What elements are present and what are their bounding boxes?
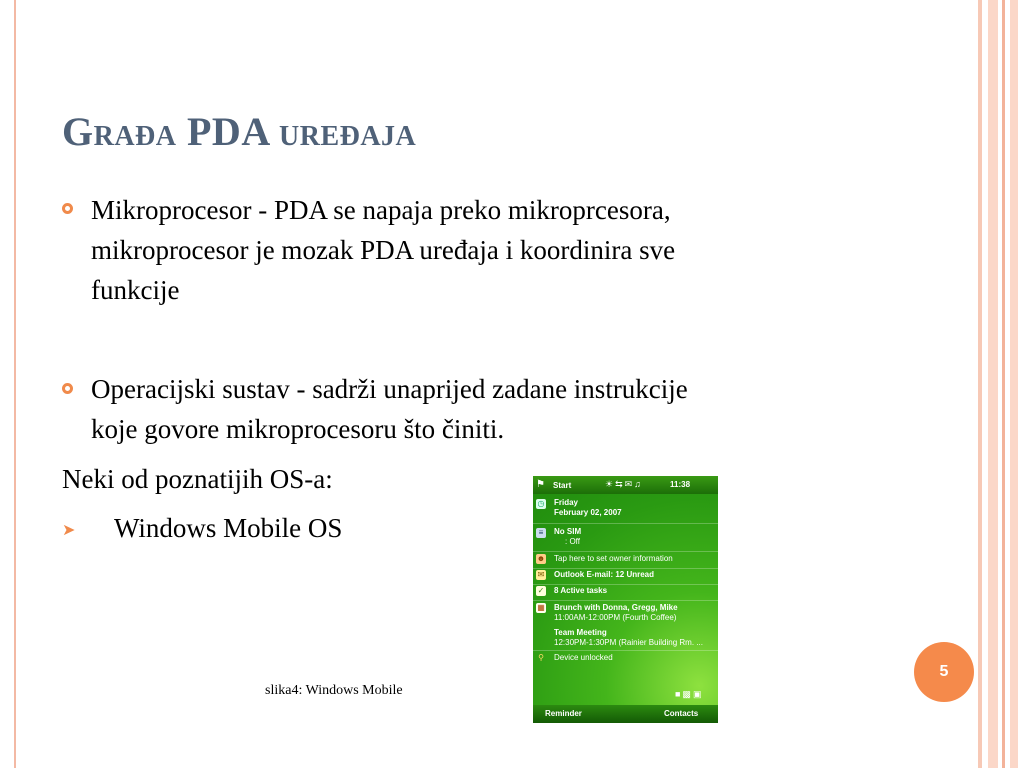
phone-status-icons: ☀⇆✉♫	[605, 479, 643, 489]
bullet-line: Operacijski sustav - sadrži unaprijed zadane instrukcije	[91, 374, 688, 404]
phone-start-label: Start	[553, 480, 572, 490]
windows-mobile-screenshot	[533, 476, 718, 723]
phone-cal1-time: 11:00AM-12:00PM (Fourth Coffee)	[554, 613, 677, 622]
phone-cal2-time: 12:30PM-1:30PM (Rainier Building Rm. ...	[554, 638, 703, 647]
phone-title-bar	[533, 476, 718, 494]
task-icon: ✓	[537, 586, 545, 595]
phone-divider	[533, 551, 718, 552]
slide-border-stripe	[1010, 0, 1018, 768]
bullet-line: Mikroprocesor - PDA se napaja preko mikroprcesora,	[91, 195, 671, 225]
arrow-bullet-icon: ➤	[62, 520, 76, 539]
bullet-line: mikroprocesor je mozak PDA uređaja i koordinira sve	[91, 235, 676, 265]
phone-sim-row	[533, 525, 718, 551]
phone-date-day: Friday	[554, 498, 579, 507]
phone-cal2-title: Team Meeting	[554, 628, 607, 637]
lock-icon: ⚲	[538, 653, 544, 662]
bullet-line: funkcije	[91, 275, 180, 305]
phone-email-row	[533, 569, 718, 583]
slide-border-stripe	[988, 0, 998, 768]
phone-date-row	[533, 496, 718, 522]
os-list-item: Windows Mobile OS	[114, 513, 343, 543]
phone-sim-status: : Off	[565, 537, 580, 546]
slide-title: Građa PDA uređaja	[62, 109, 417, 154]
slide-border-left	[14, 0, 16, 768]
phone-owner-row	[533, 553, 718, 567]
signal-icon: ≡	[536, 528, 546, 538]
phone-tasks-text: 8 Active tasks	[554, 586, 608, 595]
phone-email-text: Outlook E-mail: 12 Unread	[554, 570, 655, 579]
phone-sim-title: No SIM	[554, 527, 582, 536]
phone-divider	[533, 600, 718, 601]
softkey-contacts: Contacts	[664, 709, 699, 718]
calendar-icon: ▦	[537, 603, 545, 612]
softkey-reminder: Reminder	[545, 709, 582, 718]
phone-divider	[533, 523, 718, 524]
phone-tasks-row	[533, 585, 718, 599]
phone-lock-row	[533, 652, 718, 666]
windows-flag-icon: ⚑	[536, 479, 545, 490]
phone-cal1-title: Brunch with Donna, Gregg, Mike	[554, 603, 678, 612]
bullet-line: koje govore mikroprocesoru što činiti.	[91, 414, 505, 444]
clock-icon: ◷	[537, 499, 545, 508]
slide-border-stripe	[978, 0, 982, 768]
page-number-badge: 5	[914, 642, 974, 702]
phone-clock: 11:38	[670, 480, 691, 489]
phone-calendar-row	[533, 602, 718, 652]
phone-divider	[533, 650, 718, 651]
slide-border-stripe	[1002, 0, 1005, 768]
person-icon: ☻	[536, 554, 546, 563]
bullet-ring-icon	[62, 203, 73, 214]
phone-date-full: February 02, 2007	[554, 508, 622, 517]
bullet-ring-icon	[62, 383, 73, 394]
phone-softkey-bar	[533, 705, 718, 723]
os-intro-text: Neki od poznatijih OS-a:	[62, 464, 333, 494]
mail-icon: ✉	[537, 570, 545, 579]
phone-tray-icons: ■▩▣	[675, 689, 704, 699]
phone-lock-text: Device unlocked	[554, 653, 613, 662]
image-caption: slika4: Windows Mobile	[265, 683, 403, 698]
phone-owner-text: Tap here to set owner information	[554, 554, 673, 563]
